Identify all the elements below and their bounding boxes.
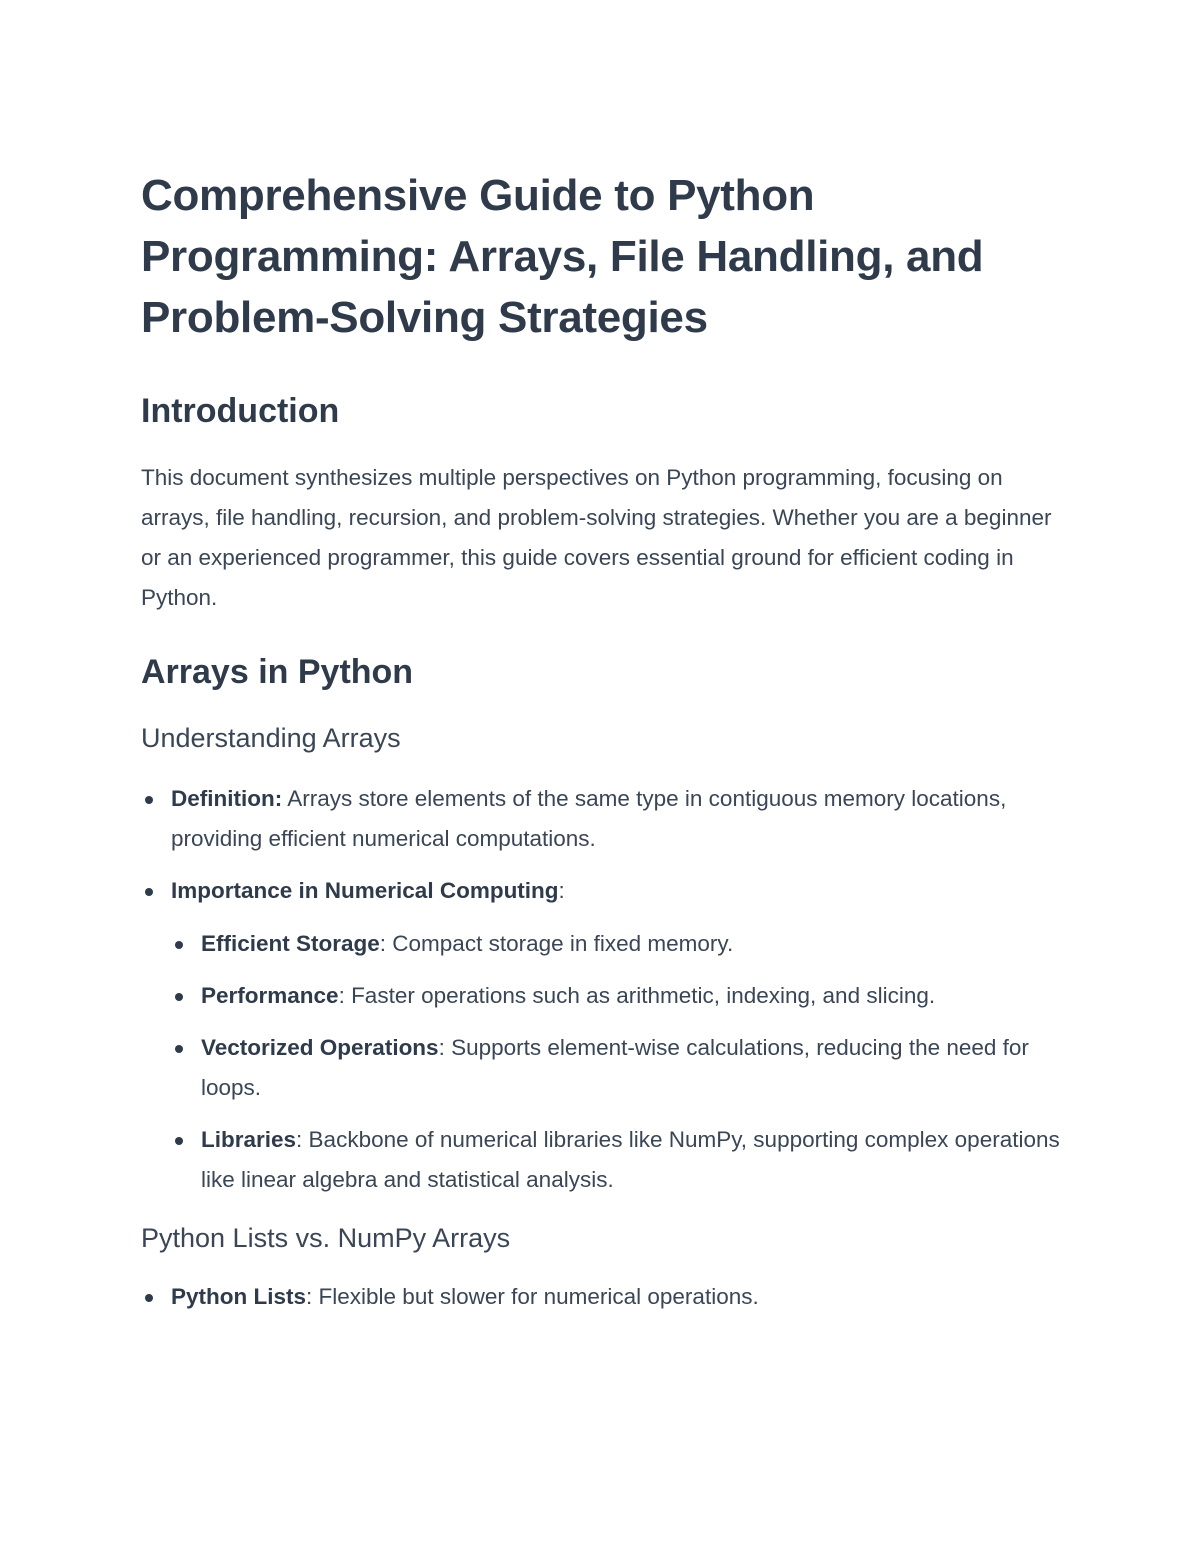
introduction-heading: Introduction bbox=[141, 392, 340, 430]
vectorized-operations-text: : Supports element-wise calculations, reducing the need for loops. bbox=[201, 1035, 1029, 1100]
efficient-storage-term: Efficient Storage bbox=[201, 931, 380, 956]
introduction-paragraph: This document synthesizes multiple perspectives on Python programming, focusing on arrays, file handling, recursion, and problem-solving strategies. Whether you are a beginner or an experienced programmer, this guide covers essential ground for efficient coding in Python. bbox=[141, 465, 1052, 610]
document-page bbox=[141, 165, 1071, 1317]
performance-text: : Faster operations such as arithmetic, indexing, and slicing. bbox=[338, 983, 936, 1008]
importance-sublist bbox=[171, 924, 1071, 1200]
list-item-performance bbox=[171, 976, 1071, 1016]
list-item-libraries bbox=[171, 1120, 1071, 1200]
understanding-arrays-heading: Understanding Arrays bbox=[141, 723, 401, 753]
vectorized-operations-term: Vectorized Operations bbox=[201, 1035, 439, 1060]
definition-term: Definition: bbox=[171, 786, 283, 811]
libraries-text: : Backbone of numerical libraries like NumPy, supporting complex operations like linear algebra and statistical analysis. bbox=[201, 1127, 1060, 1192]
importance-term: Importance in Numerical Computing bbox=[171, 878, 559, 903]
list-item-python-lists bbox=[141, 1277, 1071, 1317]
list-item-importance bbox=[141, 871, 1071, 1200]
performance-term: Performance bbox=[201, 983, 339, 1008]
lists-vs-numpy-heading: Python Lists vs. NumPy Arrays bbox=[141, 1223, 511, 1253]
arrays-heading: Arrays in Python bbox=[141, 653, 414, 691]
lists-vs-numpy-list bbox=[141, 1277, 1071, 1317]
python-lists-term: Python Lists bbox=[171, 1284, 307, 1309]
importance-suffix: : bbox=[558, 878, 565, 903]
document-title: Comprehensive Guide to Python Programming: Arrays, File Handling, and Problem-Solving Strategies bbox=[141, 171, 984, 342]
definition-text: Arrays store elements of the same type in contiguous memory locations, providing efficient numerical computations. bbox=[171, 786, 1007, 851]
libraries-term: Libraries bbox=[201, 1127, 297, 1152]
list-item-vectorized-operations bbox=[171, 1028, 1071, 1108]
python-lists-text: : Flexible but slower for numerical operations. bbox=[306, 1284, 759, 1309]
list-item-definition bbox=[141, 779, 1071, 859]
efficient-storage-text: : Compact storage in fixed memory. bbox=[379, 931, 734, 956]
list-item-efficient-storage bbox=[171, 924, 1071, 964]
understanding-arrays-list bbox=[141, 779, 1071, 1200]
